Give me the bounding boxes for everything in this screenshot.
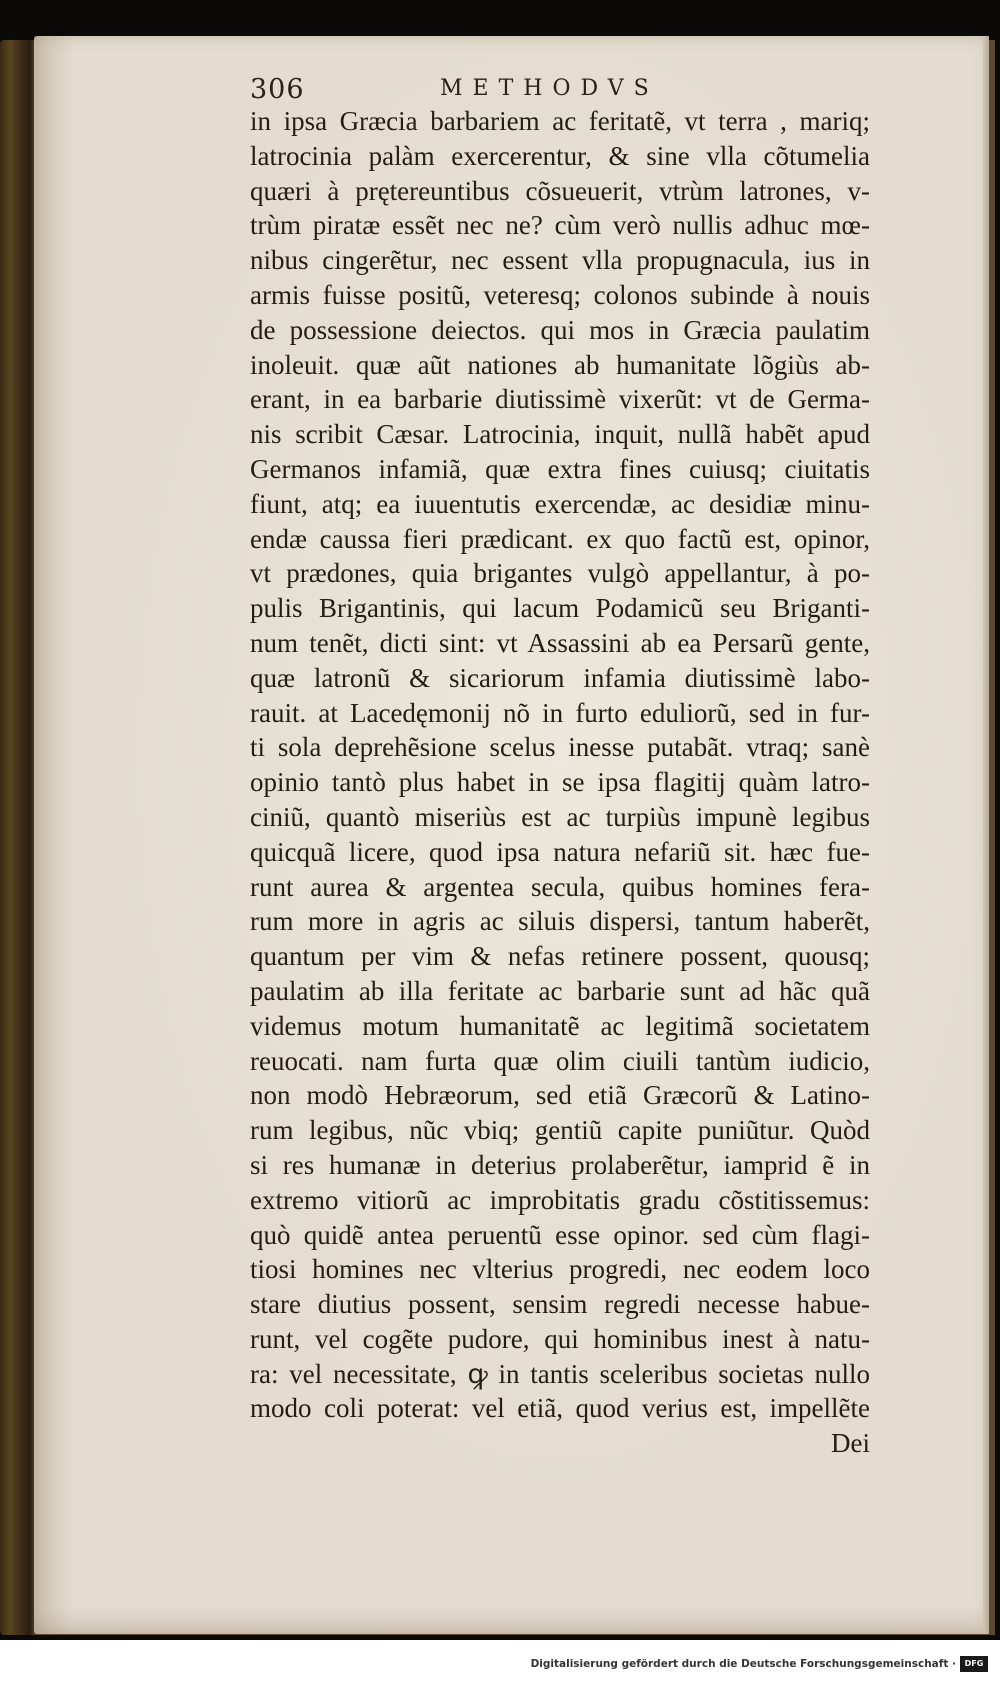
text-line: ti sola deprehẽsione scelus inesse putabãt. vtraq; sanè bbox=[250, 732, 870, 763]
text-line: rum more in agris ac siluis dispersi, tantum haberẽt, bbox=[250, 906, 870, 937]
text-line: paulatim ab illa feritate ac barbarie sunt ad hãc quã bbox=[250, 975, 870, 1006]
footer-band bbox=[0, 1640, 1000, 1685]
text-line: latrocinia palàm exercerentur, & sine vlla cõtumelia bbox=[250, 140, 870, 171]
catchword: Dei bbox=[831, 1428, 870, 1459]
text-line: videmus motum humanitatẽ ac legitimã societatem bbox=[250, 1010, 870, 1041]
text-line: rauit. at Lacedęmonij nõ in furto eduliorũ, sed in fur- bbox=[250, 697, 870, 728]
text-line: in ipsa Græcia barbariem ac feritatẽ, vt terra , mariq; bbox=[250, 106, 870, 136]
running-head: METHODVS bbox=[440, 76, 659, 101]
text-line: Germanos infamiã, quæ extra fines cuiusq; ciuitatis bbox=[250, 453, 870, 484]
text-line: opinio tantò plus habet in se ipsa flagitij quàm latro- bbox=[250, 767, 870, 798]
text-line: rum legibus, nũc vbiq; gentiũ capite puniũtur. Quòd bbox=[250, 1115, 870, 1146]
text-line: pulis Brigantinis, qui lacum Podamicũ seu Briganti- bbox=[250, 593, 870, 624]
text-line: quò quidẽ antea peruentũ esse opinor. sed cùm flagi- bbox=[250, 1219, 870, 1250]
text-line: runt aurea & argentea secula, quibus homines fera- bbox=[250, 871, 870, 902]
text-line: num tenẽt, dicti sint: vt Assassini ab ea Persarũ gente, bbox=[250, 627, 870, 658]
body-text bbox=[250, 104, 870, 1461]
text-line: extremo vitiorũ ac improbitatis gradu cõstitissemus: bbox=[250, 1184, 870, 1215]
text-line: quantum per vim & nefas retinere possent, quousq; bbox=[250, 941, 870, 972]
page-fore-edge bbox=[983, 36, 989, 1634]
page-number: 306 bbox=[250, 74, 305, 105]
dfg-logo: DFG bbox=[960, 1656, 988, 1672]
funding-notice: Digitalisierung gefördert durch die Deutsche Forschungsgemeinschaft · bbox=[530, 1658, 956, 1670]
text-line: armis fuisse positũ, veteresq; colonos subinde à nouis bbox=[250, 279, 870, 310]
text-line: nis scribit Cæsar. Latrocinia, inquit, nullã habẽt apud bbox=[250, 419, 870, 450]
text-line: si res humanæ in deterius prolaberẽtur, iamprid ẽ in bbox=[250, 1149, 870, 1180]
text-line: nibus cingerẽtur, nec essent vlla propugnacula, ius in bbox=[250, 245, 870, 276]
text-line: endæ caussa fieri prædicant. ex quo factũ est, opinor, bbox=[250, 523, 870, 554]
text-line: vt prædones, quia brigantes vulgò appellantur, à po- bbox=[250, 558, 870, 589]
text-line: quicquã licere, quod ipsa natura nefariũ sit. hæc fue- bbox=[250, 836, 870, 867]
text-line: quæ latronũ & sicariorum infamia diutissimè labo- bbox=[250, 662, 870, 693]
text-line: inoleuit. quæ aũt nationes ab humanitate lõgiùs ab- bbox=[250, 349, 870, 380]
text-line: non modò Hebræorum, sed etiã Græcorũ & Latino- bbox=[250, 1080, 870, 1111]
text-line: reuocati. nam furta quæ olim ciuili tantùm iudicio, bbox=[250, 1045, 870, 1076]
text-line: de possessione deiectos. qui mos in Græcia paulatim bbox=[250, 314, 870, 345]
text-line: runt, vel cogẽte pudore, qui hominibus inest à natu- bbox=[250, 1323, 870, 1354]
text-line: tiosi homines nec vlterius progredi, nec eodem loco bbox=[250, 1254, 870, 1285]
text-line: modo coli poterat: vel etiã, quod verius est, impellẽte bbox=[250, 1393, 870, 1424]
text-line: ciniũ, quantò miseriùs est ac turpiùs impunè legibus bbox=[250, 801, 870, 832]
text-line: trùm piratæ essẽt nec ne? cùm verò nullis adhuc mœ- bbox=[250, 210, 870, 241]
text-line: erant, in ea barbarie diutissimè vixerũt: vt de Germa- bbox=[250, 384, 870, 415]
text-line: fiunt, atq; ea iuuentutis exercendæ, ac desidiæ minu- bbox=[250, 488, 870, 519]
text-line: stare diutius possent, sensim regredi necesse habue- bbox=[250, 1289, 870, 1320]
text-line: ra: vel necessitate, ꝙ in tantis sceleribus societas nullo bbox=[250, 1358, 870, 1389]
text-line: quæri à prętereuntibus cõsueuerit, vtrùm latrones, v- bbox=[250, 175, 870, 206]
